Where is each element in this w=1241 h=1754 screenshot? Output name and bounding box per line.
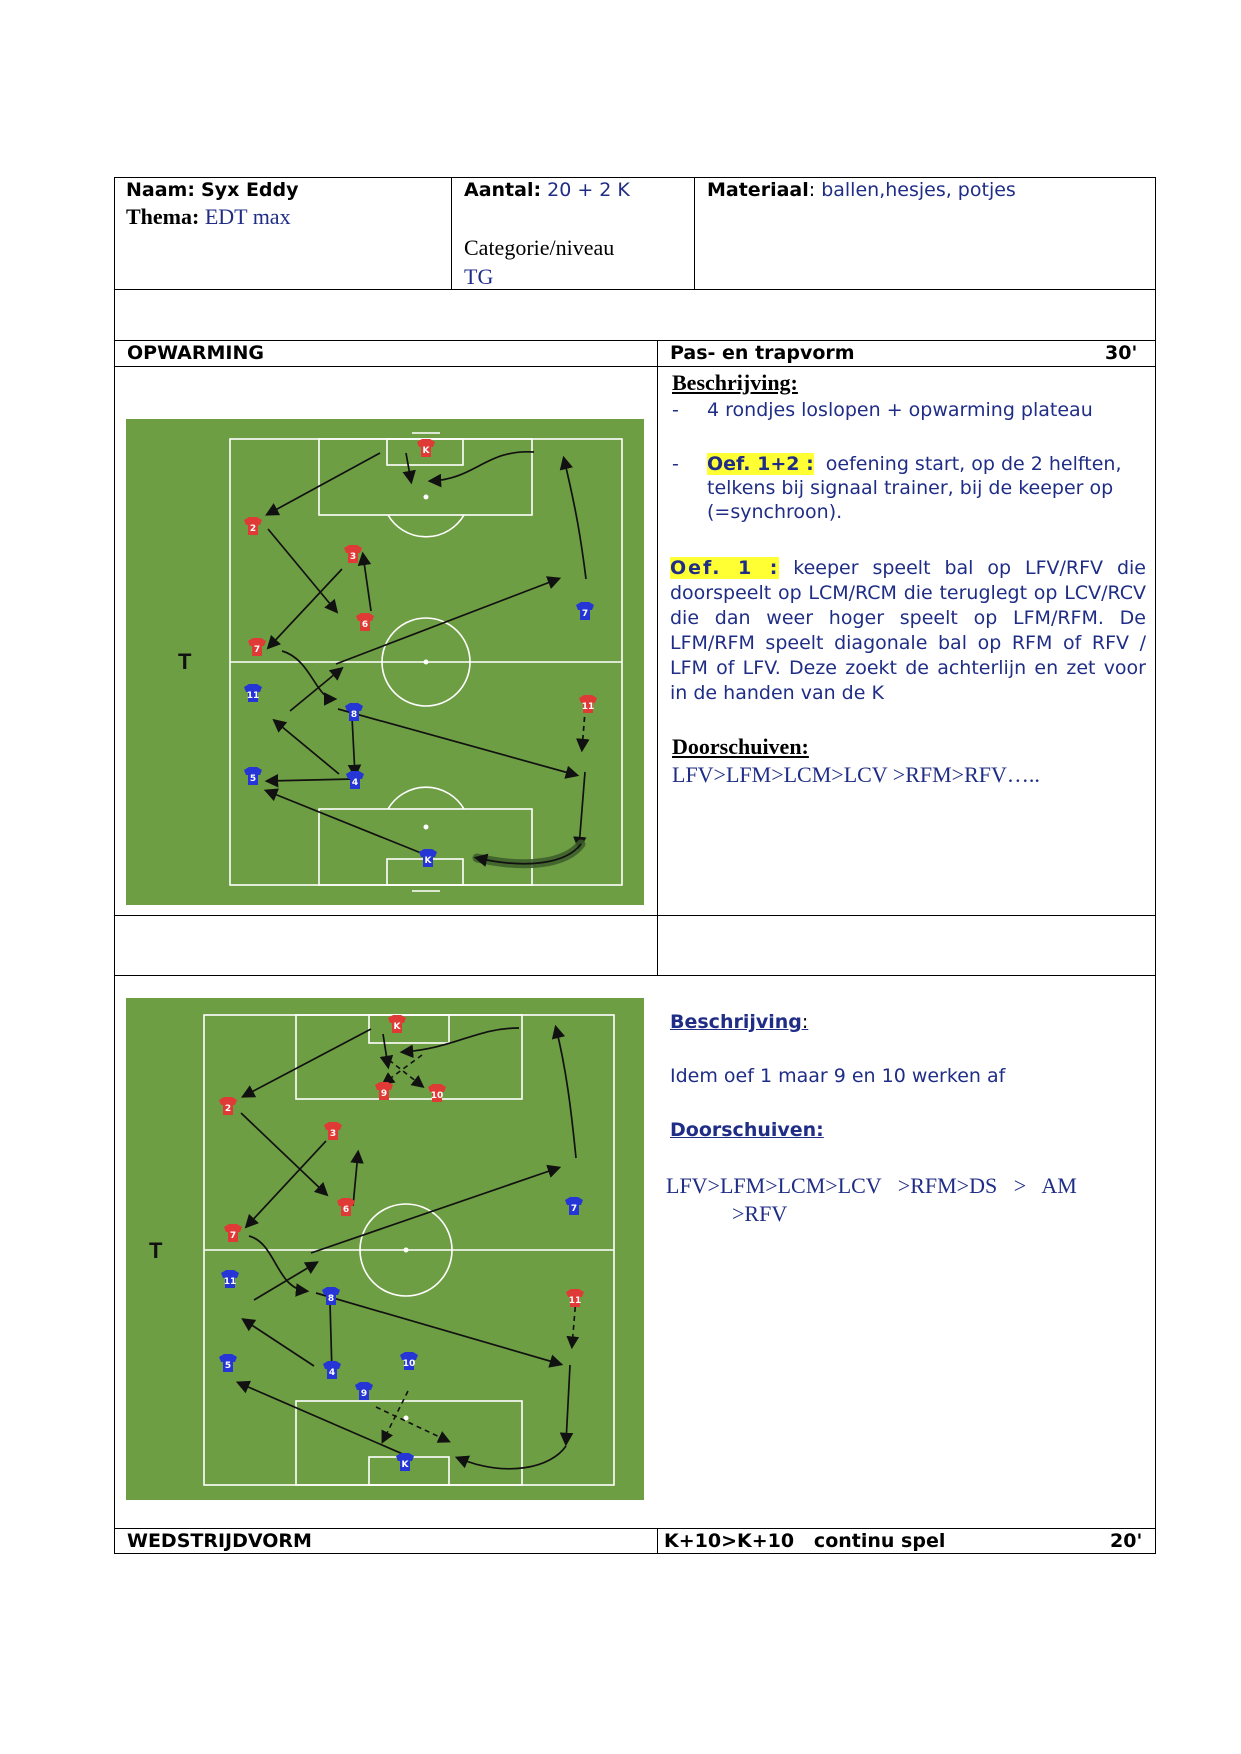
svg-text:2: 2 — [249, 524, 257, 534]
svg-text:7: 7 — [229, 1231, 237, 1241]
oef1-paragraph — [670, 556, 1146, 706]
beschrijving-2-label: Beschrijving: — [670, 1011, 809, 1033]
svg-text:10: 10 — [430, 1091, 444, 1101]
svg-text:3: 3 — [349, 552, 357, 562]
svg-text:5: 5 — [224, 1361, 232, 1371]
beschrijving-1-label: Beschrijving: — [672, 370, 798, 395]
categorie-value: TG — [464, 264, 494, 289]
aantal-label: Aantal: — [464, 179, 542, 201]
svg-text:5: 5 — [249, 774, 257, 784]
svg-text:11: 11 — [246, 691, 260, 701]
categorie-field — [464, 233, 614, 291]
thema-field — [126, 204, 291, 230]
svg-text:7: 7 — [581, 609, 589, 619]
svg-text:K: K — [393, 1022, 401, 1032]
svg-text:11: 11 — [568, 1296, 582, 1306]
svg-text:3: 3 — [329, 1129, 337, 1139]
svg-text:9: 9 — [360, 1389, 368, 1399]
bullet-2-text: oefening start, op de 2 helften, telkens bij signaal trainer, bij de keeper op (=synchroon). — [707, 453, 1122, 523]
section-opwarming-duration: 30' — [1105, 342, 1138, 364]
doorschuiven-2-line2: >RFV — [732, 1201, 788, 1226]
trainer-label: T — [178, 649, 192, 674]
svg-text:4: 4 — [351, 778, 359, 788]
materiaal-field: Materiaal: ballen,hesjes, potjes — [707, 179, 1016, 201]
section-wedstrijdvorm-form: K+10>K+10 continu spel — [664, 1530, 946, 1552]
bullet-1: - 4 rondjes loslopen + opwarming plateau — [672, 398, 1142, 422]
materiaal-value: ballen,hesjes, potjes — [821, 179, 1016, 201]
categorie-label: Categorie/niveau — [464, 235, 615, 260]
svg-text:K: K — [422, 446, 430, 456]
bullet-1-text: 4 rondjes loslopen + opwarming plateau — [707, 399, 1093, 421]
section-wedstrijdvorm-duration: 20' — [1110, 1530, 1143, 1552]
bullet-2: - Oef. 1+2 : oefening start, op de 2 helften, telkens bij signaal trainer, bij de keeper op (=synchroon). — [672, 453, 1122, 523]
doorschuiven-1-label: Doorschuiven: — [672, 734, 809, 759]
svg-text:7: 7 — [253, 645, 261, 655]
svg-text:8: 8 — [350, 710, 358, 720]
thema-label: Thema: — [126, 204, 200, 229]
oef1-text: keeper speelt bal op LFV/RFV die doorspeelt op LCM/RCM die teruglegt op LCV/RCV die dan weer hoger speelt op LFM/RFM. De LFM/RFM speelt diagonale bal op RFM of RFV / LFM of LFV. Deze zoekt de achterlijn en zet voor in de handen van de K — [670, 557, 1146, 704]
naam-field — [126, 178, 299, 202]
section2-text: Idem oef 1 maar 9 en 10 werken af — [670, 1065, 1006, 1087]
naam-value: Syx Eddy — [201, 179, 299, 201]
svg-text:4: 4 — [328, 1368, 336, 1378]
field-diagram-2 — [126, 998, 644, 1500]
section-opwarming-form: Pas- en trapvorm — [670, 342, 855, 364]
aantal-value: 20 + 2 K — [547, 179, 630, 201]
doorschuiven-2-label: Doorschuiven: — [670, 1119, 824, 1141]
svg-text:K: K — [401, 1460, 409, 1470]
svg-text:8: 8 — [327, 1294, 335, 1304]
svg-text:6: 6 — [361, 620, 369, 630]
svg-text:K: K — [424, 856, 432, 866]
svg-text:11: 11 — [581, 702, 595, 712]
svg-text:11: 11 — [223, 1277, 237, 1287]
svg-text:2: 2 — [224, 1104, 232, 1114]
field-diagram-1 — [126, 419, 644, 905]
bullet-2-label: Oef. 1+2 : — [707, 453, 814, 475]
trainer-label-2: T — [149, 1238, 163, 1263]
svg-text:7: 7 — [570, 1204, 578, 1214]
materiaal-label: Materiaal — [707, 179, 809, 201]
section-wedstrijdvorm-title: WEDSTRIJDVORM — [127, 1530, 312, 1552]
svg-text:10: 10 — [402, 1359, 416, 1369]
section-opwarming-title: OPWARMING — [127, 342, 264, 364]
svg-text:9: 9 — [380, 1089, 388, 1099]
aantal-field — [464, 178, 630, 202]
doorschuiven-1-text: LFV>LFM>LCM>LCV >RFM>RFV….. — [672, 762, 1040, 787]
naam-label: Naam: — [126, 179, 195, 201]
svg-text:6: 6 — [342, 1205, 350, 1215]
doorschuiven-2-line1: LFV>LFM>LCM>LCV >RFM>DS > AM — [666, 1173, 1077, 1198]
thema-value: EDT max — [204, 204, 291, 229]
oef1-label: Oef. 1 : — [670, 557, 780, 579]
